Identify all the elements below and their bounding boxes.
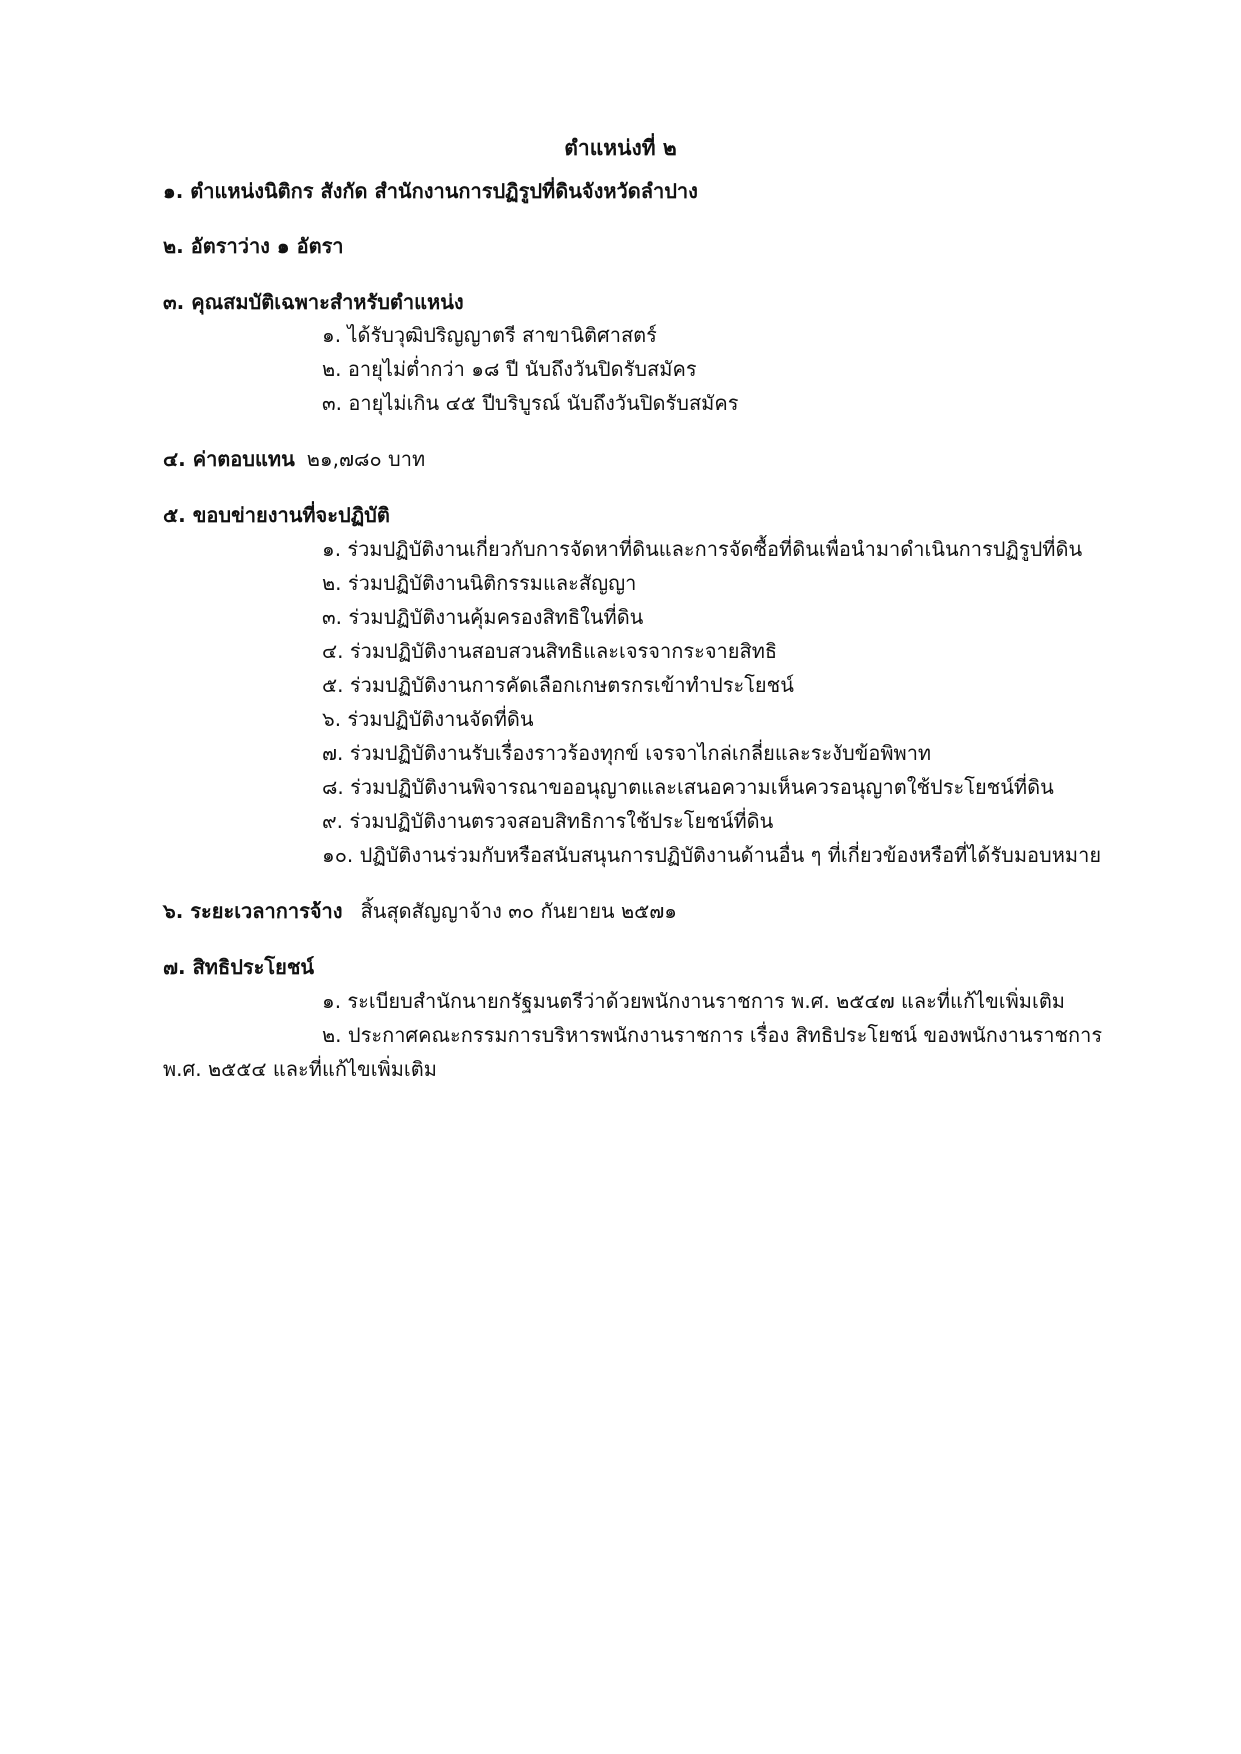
section-4-heading: ๔. ค่าตอบแทน <box>163 447 295 471</box>
duty-item: ๗. ร่วมปฏิบัติงานรับเรื่องราวร้องทุกข์ เจรจาไกล่เกลี่ยและระงับข้อพิพาท <box>322 741 932 765</box>
section-4-line <box>163 444 425 474</box>
duty-item: ๙. ร่วมปฏิบัติงานตรวจสอบสิทธิการใช้ประโยชน์ที่ดิน <box>322 809 774 833</box>
duty-item: ๔. ร่วมปฏิบัติงานสอบสวนสิทธิและเจรจากระจายสิทธิ <box>322 639 778 663</box>
section-2-heading: ๒. อัตราว่าง ๑ อัตรา <box>163 234 344 258</box>
duty-item: ๒. ร่วมปฏิบัติงานนิติกรรมและสัญญา <box>322 571 637 595</box>
duty-item: ๑. ร่วมปฏิบัติงานเกี่ยวกับการจัดหาที่ดินและการจัดซื้อที่ดินเพื่อนำมาดำเนินการปฏิรูปที่ดิน <box>322 537 1083 561</box>
section-7-heading: ๗. สิทธิประโยชน์ <box>163 955 315 979</box>
page-title: ตำแหน่งที่ ๒ <box>564 136 677 160</box>
section-1-heading: ๑. ตำแหน่งนิติกร สังกัด สำนักงานการปฏิรูปที่ดินจังหวัดลำปาง <box>163 179 698 203</box>
qualification-item: ๓. อายุไม่เกิน ๔๕ ปีบริบูรณ์ นับถึงวันปิดรับสมัคร <box>322 391 739 415</box>
duty-item: ๑๐. ปฏิบัติงานร่วมกับหรือสนับสนุนการปฏิบัติงานด้านอื่น ๆ ที่เกี่ยวข้องหรือที่ได้รับมอบหมาย <box>322 843 1102 867</box>
section-6-line <box>163 896 677 926</box>
qualification-item: ๒. อายุไม่ต่ำกว่า ๑๘ ปี นับถึงวันปิดรับสมัคร <box>322 357 697 381</box>
duty-item: ๘. ร่วมปฏิบัติงานพิจารณาขออนุญาตและเสนอความเห็นควรอนุญาตใช้ประโยชน์ที่ดิน <box>322 775 1054 799</box>
benefit-item: ๑. ระเบียบสำนักนายกรัฐมนตรีว่าด้วยพนักงานราชการ พ.ศ. ๒๕๔๗ และที่แก้ไขเพิ่มเติม <box>322 989 1065 1013</box>
benefit-item-continuation: พ.ศ. ๒๕๕๔ และที่แก้ไขเพิ่มเติม <box>163 1057 437 1081</box>
section-5-heading: ๕. ขอบข่ายงานที่จะปฏิบัติ <box>163 503 390 527</box>
duty-item: ๕. ร่วมปฏิบัติงานการคัดเลือกเกษตรกรเข้าทำประโยชน์ <box>322 673 794 697</box>
benefit-item: ๒. ประกาศคณะกรรมการบริหารพนักงานราชการ เรื่อง สิทธิประโยชน์ ของพนักงานราชการ <box>322 1023 1103 1047</box>
duty-item: ๓. ร่วมปฏิบัติงานคุ้มครองสิทธิในที่ดิน <box>322 605 644 629</box>
compensation-value: ๒๑,๗๘๐ บาท <box>306 447 426 471</box>
qualification-item: ๑. ได้รับวุฒิปริญญาตรี สาขานิติศาสตร์ <box>322 323 657 347</box>
section-3-heading: ๓. คุณสมบัติเฉพาะสำหรับตำแหน่ง <box>163 290 464 314</box>
section-6-heading: ๖. ระยะเวลาการจ้าง <box>163 899 343 923</box>
duty-item: ๖. ร่วมปฏิบัติงานจัดที่ดิน <box>322 707 534 731</box>
employment-period-value: สิ้นสุดสัญญาจ้าง ๓๐ กันยายน ๒๕๗๑ <box>360 899 677 923</box>
